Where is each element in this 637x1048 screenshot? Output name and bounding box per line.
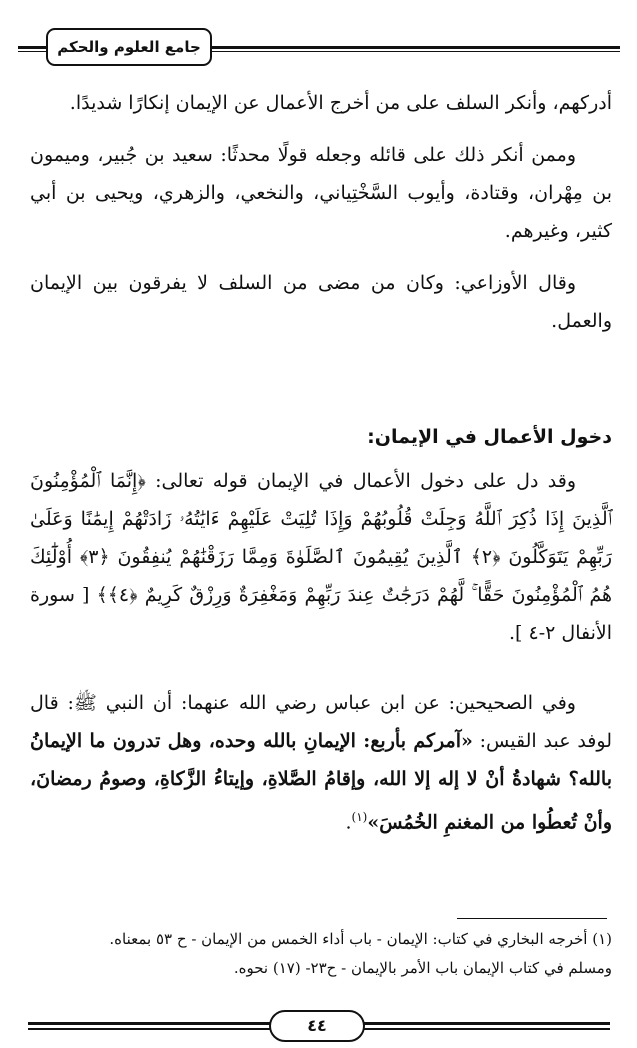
hadith-quote: «آمركم بأربع: الإيمانِ بالله وحده، وهل تدرون ما الإيمانُ بالله؟ شهادةُ أنْ لا إله إلا الله، وإقامُ الصَّلاةِ، وإيتاءُ الزَّكاةِ، وصومُ رمضانَ، وأنْ تُعطُوا من المغنمِ الخُمُسَ» (30, 730, 612, 834)
quran-block (30, 462, 612, 652)
quran-paragraph (30, 462, 612, 652)
hadith-intro: وفي الصحيحين: عن ابن عباس رضي الله عنهما: أن النبي ﷺ: قال لوفد عبد القيس: (30, 692, 612, 752)
section-heading: دخول الأعمال في الإيمان: (367, 426, 612, 448)
paragraph-2: وممن أنكر ذلك على قائله وجعله قولًا محدثًا: سعيد بن جُبير، وميمون بن مِهْران، وقتادة، وأيوب السَّخْتِياني، والنخعي، والزهري، ويحيى بن أبي كثير، وغيرهم. (30, 144, 612, 242)
quran-verse: ﴿إِنَّمَا ٱلْمُؤْمِنُونَ ٱلَّذِينَ إِذَا ذُكِرَ ٱللَّهُ وَجِلَتْ قُلُوبُهُمْ وَإِذَا تُلِيَتْ عَلَيْهِمْ ءَايَٰتُهُۥ زَادَتْهُمْ إِيمَٰنًا وَعَلَىٰ رَبِّهِمْ يَتَوَكَّلُونَ ﴿٢﴾ ٱلَّذِينَ يُقِيمُونَ ٱلصَّلَوٰةَ وَمِمَّا رَزَقْنَٰهُمْ يُنفِقُونَ ﴿٣﴾ أُوْلَٰٓئِكَ هُمُ ٱلْمُؤْمِنُونَ حَقًّا ۚ لَّهُمْ دَرَجَٰتٌ عِندَ رَبِّهِمْ وَمَغْفِرَةٌ وَرِزْقٌ كَرِيمٌ ﴿٤﴾﴾ (30, 470, 612, 606)
footnote-1: (١) أخرجه البخاري في كتاب: الإيمان - باب أداء الخمس من الإيمان - ح ٥٣ بمعناه. (109, 930, 612, 948)
page-footer (28, 1010, 610, 1044)
footnotes (30, 925, 612, 983)
footnote-divider (457, 918, 607, 919)
footnote-mark: (١) (351, 810, 368, 824)
hadith-end: . (345, 811, 352, 834)
hadith-paragraph (30, 684, 612, 841)
quran-reference: [ سورة الأنفال ٢-٤ ]. (30, 584, 612, 644)
footnote-1-continued: ومسلم في كتاب الإيمان باب الأمر بالإيمان - ح٢٣- (١٧) نحوه. (233, 959, 612, 977)
intro-text (30, 84, 612, 340)
paragraph-3: وقال الأوزاعي: وكان من مضى من السلف لا يفرقون بين الإيمان والعمل. (30, 272, 612, 332)
hadith-block (30, 684, 612, 841)
page-number: ٤٤ (269, 1010, 365, 1042)
book-title: جامع العلوم والحكم (46, 28, 212, 66)
page-header (18, 28, 620, 68)
quran-intro: وقد دل على دخول الأعمال في الإيمان قوله تعالى: (145, 470, 576, 492)
paragraph-1: أدركهم، وأنكر السلف على من أخرج الأعمال عن الإيمان إنكارًا شديدًا. (69, 92, 612, 114)
